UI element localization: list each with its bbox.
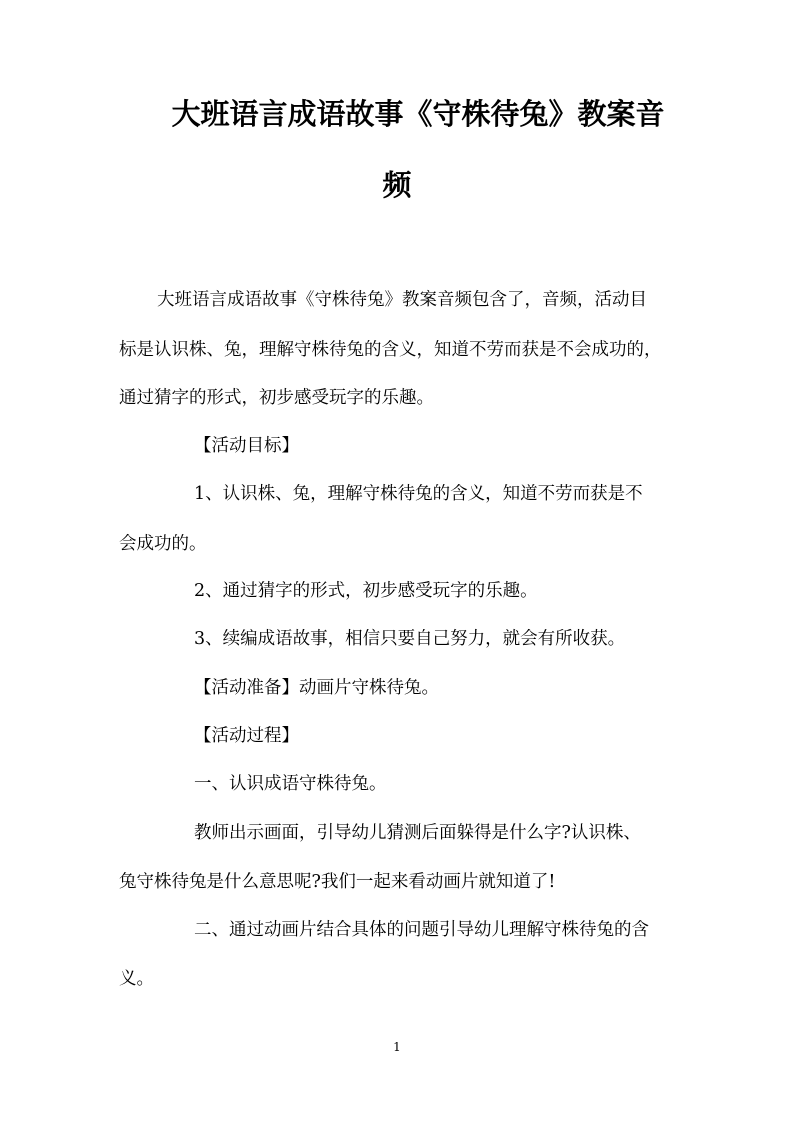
document-title-line-1: 大班语言成语故事《守株待兔》教案音 [171,97,665,131]
goal-2: 2、通过猜字的形式，初步感受玩字的乐趣。 [194,581,538,601]
goal-1-line-1: 1、认识株、兔，理解守株待兔的含义，知道不劳而获是不 [194,484,643,504]
goal-1-line-2: 会成功的。 [119,534,207,554]
section-heading-activity-preparation: 【活动准备】动画片守株待兔。 [194,678,439,698]
process-step-1-detail-line-2: 兔守株待兔是什么意思呢?我们一起来看动画片就知道了! [119,872,556,892]
intro-paragraph-line-3: 通过猜字的形式，初步感受玩字的乐趣。 [119,388,434,408]
process-step-1-detail-line-1: 教师出示画面，引导幼儿猜测后面躲得是什么字?认识株、 [194,823,641,843]
process-step-2-line-2: 义。 [119,969,154,989]
section-heading-activity-process: 【活动过程】 [194,726,299,746]
process-step-1: 一、认识成语守株待兔。 [194,774,387,794]
intro-paragraph-line-1: 大班语言成语故事《守株待兔》教案音频包含了，音频，活动目 [157,290,647,310]
section-heading-activity-goals: 【活动目标】 [194,436,299,456]
document-title-line-2: 频 [382,168,412,202]
page-number: 1 [393,1040,401,1054]
goal-3: 3、续编成语故事，相信只要自己努力，就会有所收获。 [194,629,626,649]
intro-paragraph-line-2: 标是认识株、兔，理解守株待兔的含义，知道不劳而获是不会成功的， [119,340,662,360]
process-step-2-line-1: 二、通过动画片结合具体的问题引导幼儿理解守株待兔的含 [194,920,649,940]
